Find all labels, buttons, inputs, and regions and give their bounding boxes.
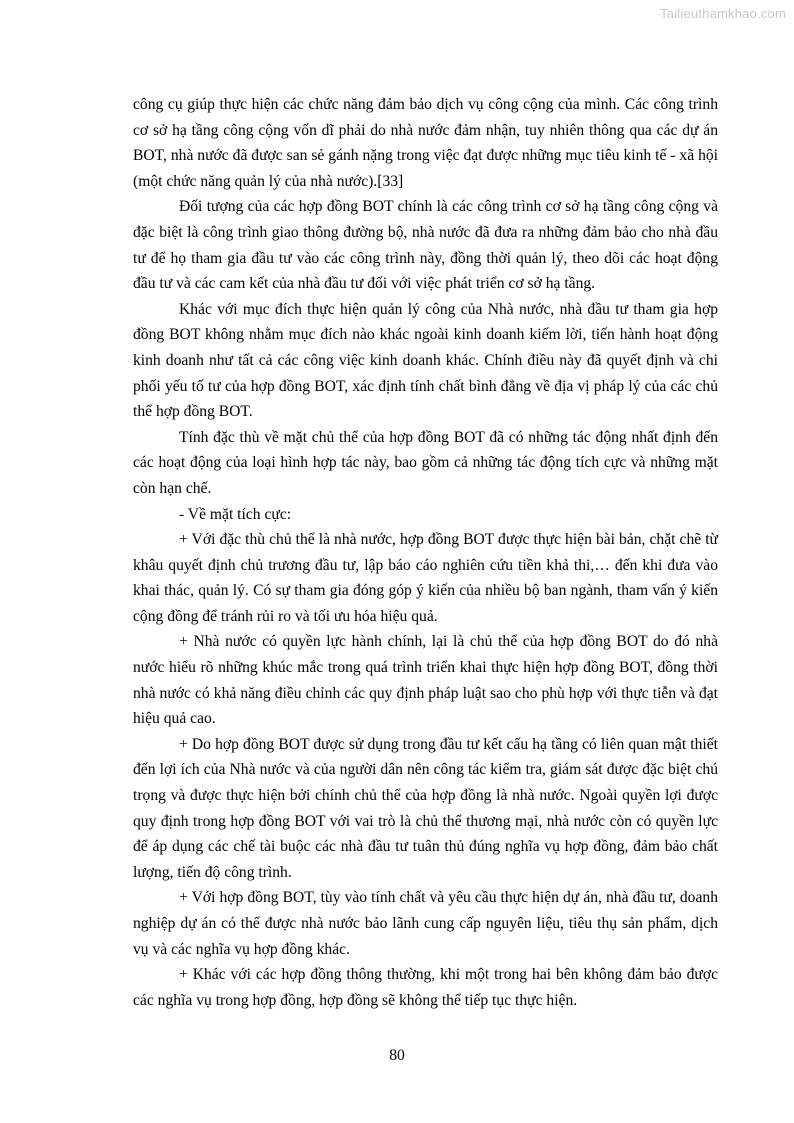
paragraph: + Với hợp đồng BOT, tùy vào tính chất và yêu cầu thực hiện dự án, nhà đầu tư, doanh nghiệp dự án có thể được nhà nước bảo lãnh cung cấp nguyên liệu, tiêu thụ sản phẩm, dịch vụ và các nghĩa vụ hợp đồng khác. <box>133 889 718 958</box>
page-number: 80 <box>389 1047 405 1064</box>
paragraph: Đối tượng của các hợp đồng BOT chính là các công trình cơ sở hạ tầng công cộng và đặc biệt là công trình giao thông đường bộ, nhà nước đã đưa ra những đảm bảo cho nhà đầu tư để họ tham gia đầu tư vào các công trình này, đồng thời quản lý, theo dõi các hoạt động đầu tư và các cam kết của nhà đầu tư đối với việc phát triển cơ sở hạ tầng. <box>133 198 718 293</box>
paragraph: - Về mặt tích cực: <box>179 505 292 523</box>
watermark-text: Tailieuthamkhao.com <box>660 6 786 21</box>
document-body <box>133 92 718 1013</box>
paragraph: + Do hợp đồng BOT được sử dụng trong đầu tư kết cấu hạ tầng có liên quan mật thiết đến lợi ích của Nhà nước và của người dân nên công tác kiểm tra, giám sát được đặc biệt chú trọng và được thực hiện bởi chính chủ thể của hợp đồng là nhà nước. Ngoài quyền lợi được quy định trong hợp đồng BOT với vai trò là chủ thể thương mại, nhà nước còn có quyền lực để áp dụng các chế tài buộc các nhà đầu tư tuân thủ đúng nghĩa vụ hợp đồng, đảm bảo chất lượng, tiến độ công trình. <box>133 735 718 881</box>
paragraph: công cụ giúp thực hiện các chức năng đảm bảo dịch vụ công cộng của mình. Các công trình cơ sở hạ tầng công cộng vốn dĩ phải do nhà nước đảm nhận, tuy nhiên thông qua các dự án BOT, nhà nước đã được san sẻ gánh nặng trong việc đạt được những mục tiêu kinh tế - xã hội (một chức năng quản lý của nhà nước).[33] <box>133 96 718 190</box>
paragraph: Khác với mục đích thực hiện quản lý công của Nhà nước, nhà đầu tư tham gia hợp đồng BOT không nhằm mục đích nào khác ngoài kinh doanh kiếm lời, tiến hành hoạt động kinh doanh như tất cả các công việc kinh doanh khác. Chính điều này đã quyết định và chi phối yếu tố tư của hợp đồng BOT, xác định tính chất bình đẳng về địa vị pháp lý của các chủ thể hợp đồng BOT. <box>133 300 718 421</box>
paragraph: + Với đặc thù chủ thể là nhà nước, hợp đồng BOT được thực hiện bài bản, chặt chẽ từ khâu quyết định chủ trương đầu tư, lập báo cáo nghiên cứu tiền khả thi,… đến khi đưa vào khai thác, quản lý. Có sự tham gia đóng góp ý kiến của nhiều bộ ban ngành, tham vấn ý kiến cộng đồng để tránh rủi ro và tối ưu hóa hiệu quả. <box>133 531 718 625</box>
paragraph: + Nhà nước có quyền lực hành chính, lại là chủ thể của hợp đồng BOT do đó nhà nước hiểu rõ những khúc mắc trong quá trình triển khai thực hiện hợp đồng BOT, đồng thời nhà nước có khả năng điều chỉnh các quy định pháp luật sao cho phù hợp với thực tiễn và đạt hiệu quả cao. <box>133 633 718 728</box>
paragraph: + Khác với các hợp đồng thông thường, khi một trong hai bên không đảm bảo được các nghĩa vụ trong hợp đồng, hợp đồng sẽ không thể tiếp tục thực hiện. <box>133 966 718 1009</box>
paragraph: Tính đặc thù về mặt chủ thể của hợp đồng BOT đã có những tác động nhất định đến các hoạt động của loại hình hợp tác này, bao gồm cả những tác động tích cực và những mặt còn hạn chế. <box>133 428 718 497</box>
